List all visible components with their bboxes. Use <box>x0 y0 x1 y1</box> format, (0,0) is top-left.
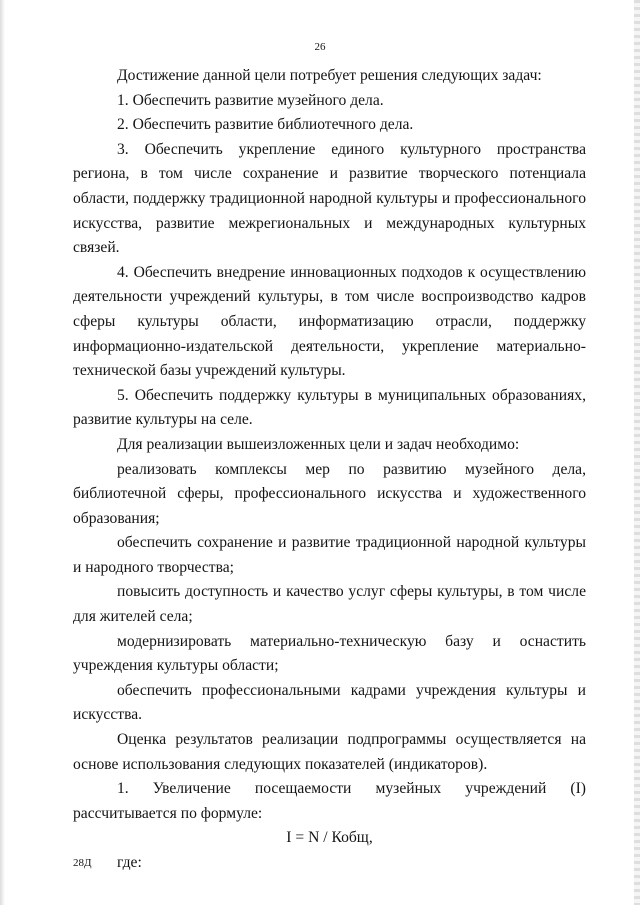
footer-mark: 28Д <box>73 857 92 869</box>
paragraph-indicator-1: 1. Увеличение посещаемости музейных учреждений (I) рассчитывается по формуле: <box>73 780 586 822</box>
paragraph-evaluation: Оценка результатов реализации подпрограммы осуществляется на основе использования следующих показателей (индикаторов). <box>73 731 586 773</box>
page-number: 26 <box>314 41 326 53</box>
paragraph-necessary: Для реализации вышеизложенных цели и задач необходимо: <box>117 435 520 453</box>
scan-edge-right <box>634 0 640 905</box>
paragraph-measure-1: реализовать комплексы мер по развитию музейного дела, библиотечной сферы, профессионального искусства и художественного образования; <box>73 460 586 527</box>
paragraph-intro: Достижение данной цели потребует решения следующих задач: <box>117 67 542 84</box>
where-label: где: <box>117 854 142 871</box>
paragraph-task-5: 5. Обеспечить поддержку культуры в муниципальных образованиях, развитие культуры на селе. <box>73 386 586 429</box>
paragraph-measure-2: обеспечить сохранение и развитие традиционной народной культуры и народного творчества; <box>73 534 586 576</box>
document-body <box>73 64 586 876</box>
paragraph-measure-4: модернизировать материально-техническую базу и оснастить учреждения культуры области; <box>73 632 586 675</box>
paragraph-task-1: 1. Обеспечить развитие музейного дела. <box>117 91 384 109</box>
scan-edge-left <box>0 0 5 905</box>
paragraph-task-4: 4. Обеспечить внедрение инновационных подходов к осуществлению деятельности учреждений культуры, в том числе воспроизводство кадров сферы культуры области, информатизацию отрасли, поддержку информационно-издательской деятельности, укрепление материально-технической базы учреждений культуры. <box>73 263 586 380</box>
paragraph-task-3: 3. Обеспечить укрепление единого культурного пространства региона, в том числе сохранение и развитие творческого потенциала области, поддержку традиционной народной культуры и профессионального искусства, развитие межрегиональных и международных культурных связей. <box>73 140 586 257</box>
paragraph-measure-3: повысить доступность и качество услуг сферы культуры, в том числе для жителей села; <box>73 583 586 626</box>
paragraph-measure-5: обеспечить профессиональными кадрами учреждения культуры и искусства. <box>73 681 586 724</box>
paragraph-task-2: 2. Обеспечить развитие библиотечного дела. <box>117 116 414 134</box>
formula: I = N / Кобщ, <box>286 829 373 847</box>
